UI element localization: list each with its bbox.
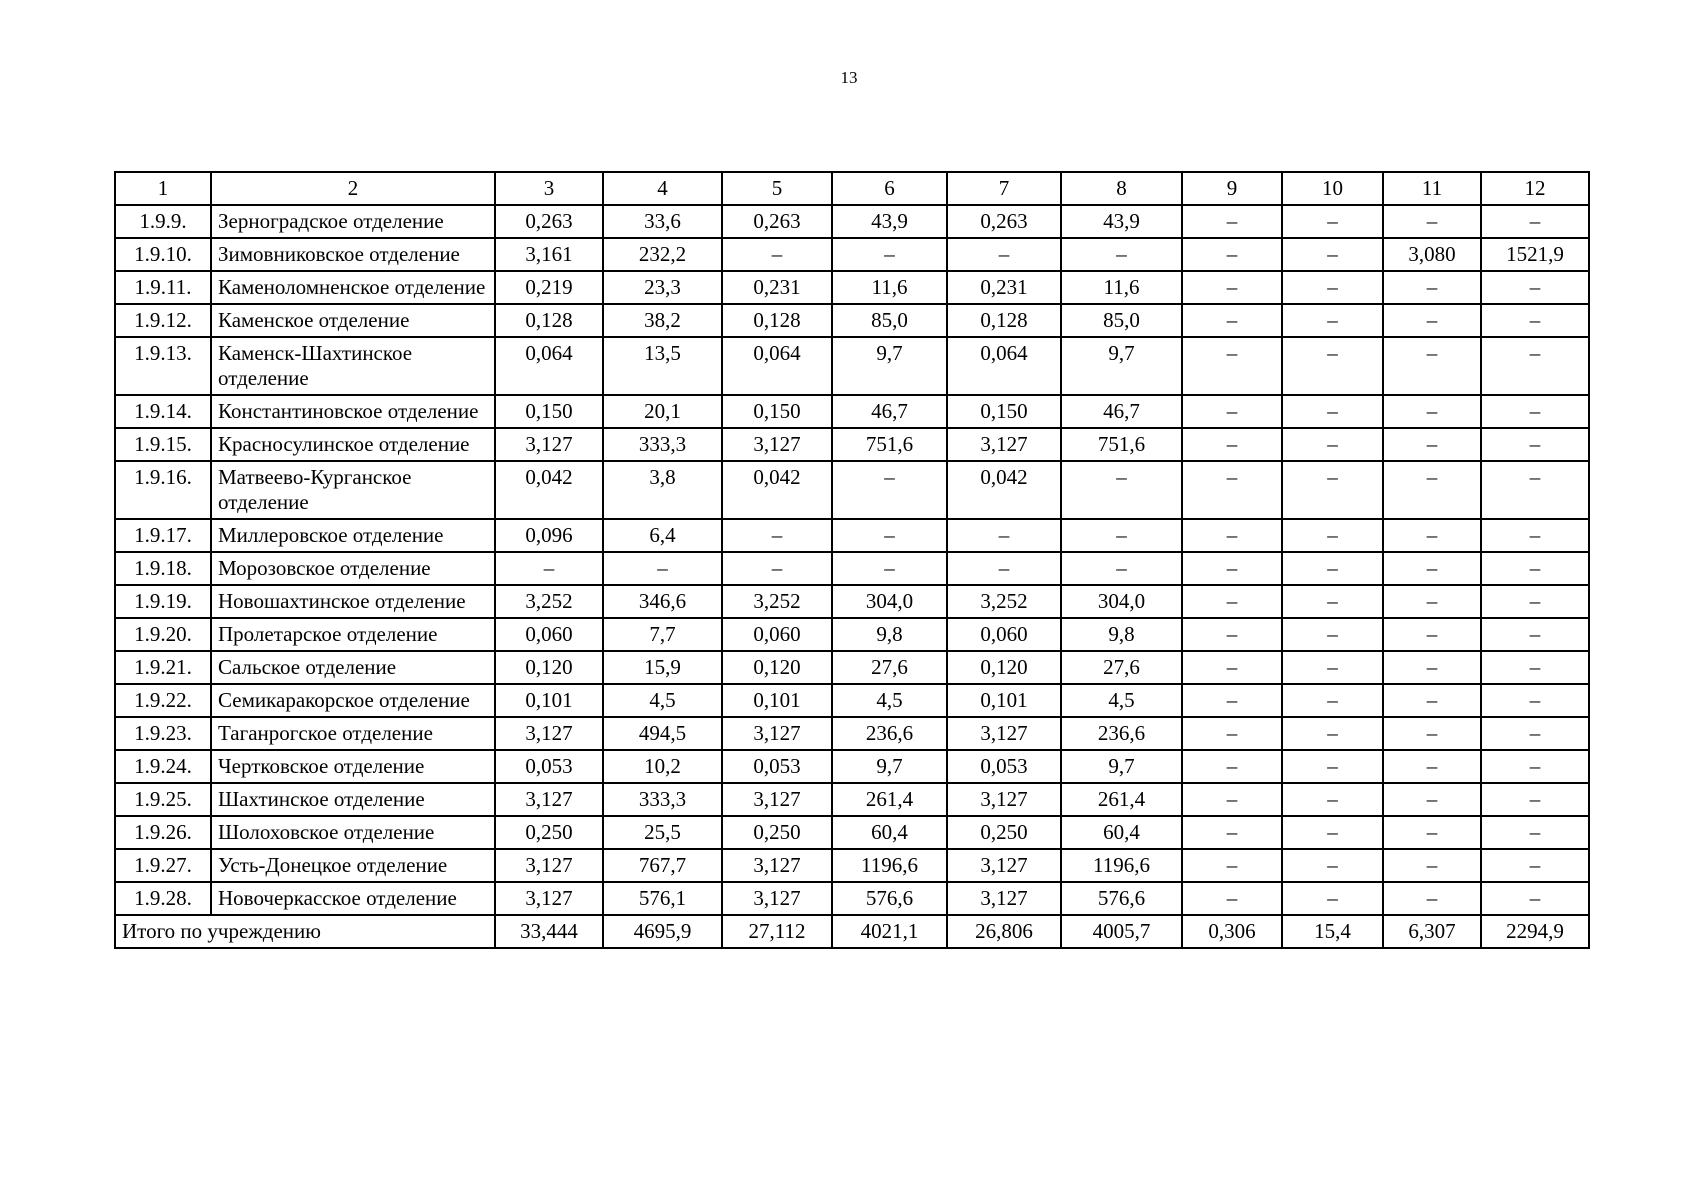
value-cell: 60,4 (832, 816, 947, 849)
total-value-cell: 4695,9 (603, 915, 722, 948)
table-row (115, 882, 1589, 915)
total-value-cell: 26,806 (947, 915, 1061, 948)
value-cell: 3,252 (495, 585, 603, 618)
value-cell: – (1282, 337, 1383, 395)
value-cell: 11,6 (1061, 271, 1182, 304)
value-cell: 3,127 (495, 849, 603, 882)
value-cell: – (1182, 395, 1282, 428)
value-cell: – (1182, 337, 1282, 395)
column-header: 12 (1481, 172, 1589, 205)
value-cell: 6,4 (603, 519, 722, 552)
value-cell: – (1282, 651, 1383, 684)
value-cell: 3,127 (495, 783, 603, 816)
value-cell: – (1282, 271, 1383, 304)
value-cell: 0,128 (495, 304, 603, 337)
value-cell: – (1481, 717, 1589, 750)
row-number-cell: 1.9.12. (115, 304, 211, 337)
value-cell: 0,101 (947, 684, 1061, 717)
department-name-cell: Сальское отделение (211, 651, 495, 684)
column-header: 1 (115, 172, 211, 205)
value-cell: 33,6 (603, 205, 722, 238)
column-header: 8 (1061, 172, 1182, 205)
value-cell: – (495, 552, 603, 585)
value-cell: 0,150 (495, 395, 603, 428)
total-value-cell: 0,306 (1182, 915, 1282, 948)
table-row (115, 205, 1589, 238)
value-cell: 15,9 (603, 651, 722, 684)
value-cell: – (1383, 552, 1481, 585)
value-cell: 0,263 (495, 205, 603, 238)
value-cell: 236,6 (832, 717, 947, 750)
value-cell: 0,120 (947, 651, 1061, 684)
value-cell: 0,250 (947, 816, 1061, 849)
department-name-cell: Пролетарское отделение (211, 618, 495, 651)
value-cell: 46,7 (1061, 395, 1182, 428)
value-cell: – (1481, 461, 1589, 519)
value-cell: – (1481, 395, 1589, 428)
row-number-cell: 1.9.17. (115, 519, 211, 552)
value-cell: – (1481, 651, 1589, 684)
department-name-cell: Семикаракорское отделение (211, 684, 495, 717)
value-cell: 3,127 (722, 882, 832, 915)
table-row (115, 337, 1589, 395)
value-cell: – (1182, 849, 1282, 882)
value-cell: 4,5 (832, 684, 947, 717)
department-name-cell: Матвеево-Курганское отделение (211, 461, 495, 519)
page-number: 13 (840, 68, 858, 87)
row-number-cell: 1.9.20. (115, 618, 211, 651)
value-cell: 3,161 (495, 238, 603, 271)
value-cell: 3,127 (947, 783, 1061, 816)
value-cell: 751,6 (1061, 428, 1182, 461)
data-table (114, 171, 1590, 949)
value-cell: – (1282, 205, 1383, 238)
value-cell: 346,6 (603, 585, 722, 618)
value-cell: – (1383, 849, 1481, 882)
value-cell: – (1182, 205, 1282, 238)
value-cell: 0,053 (722, 750, 832, 783)
value-cell: 60,4 (1061, 816, 1182, 849)
column-header: 4 (603, 172, 722, 205)
value-cell: 576,6 (1061, 882, 1182, 915)
value-cell: – (947, 238, 1061, 271)
value-cell: 43,9 (832, 205, 947, 238)
table-row (115, 271, 1589, 304)
value-cell: 3,080 (1383, 238, 1481, 271)
value-cell: 25,5 (603, 816, 722, 849)
value-cell: – (1481, 428, 1589, 461)
value-cell: 1196,6 (1061, 849, 1182, 882)
row-number-cell: 1.9.25. (115, 783, 211, 816)
total-value-cell: 15,4 (1282, 915, 1383, 948)
value-cell: 0,042 (947, 461, 1061, 519)
value-cell: 10,2 (603, 750, 722, 783)
department-name-cell: Шахтинское отделение (211, 783, 495, 816)
value-cell: – (1481, 882, 1589, 915)
table-row (115, 395, 1589, 428)
value-cell: 85,0 (832, 304, 947, 337)
value-cell: – (1282, 519, 1383, 552)
department-name-cell: Каменск-Шахтинское отделение (211, 337, 495, 395)
department-name-cell: Зимовниковское отделение (211, 238, 495, 271)
value-cell: – (947, 519, 1061, 552)
value-cell: – (1481, 271, 1589, 304)
value-cell: 20,1 (603, 395, 722, 428)
value-cell: – (1282, 783, 1383, 816)
value-cell: 767,7 (603, 849, 722, 882)
value-cell: – (1481, 783, 1589, 816)
value-cell: 3,127 (722, 428, 832, 461)
value-cell: 333,3 (603, 428, 722, 461)
value-cell: – (1481, 552, 1589, 585)
value-cell: 9,8 (832, 618, 947, 651)
value-cell: – (1481, 849, 1589, 882)
table-row (115, 849, 1589, 882)
value-cell: 4,5 (1061, 684, 1182, 717)
department-name-cell: Шолоховское отделение (211, 816, 495, 849)
value-cell: – (1182, 304, 1282, 337)
value-cell: – (1061, 238, 1182, 271)
value-cell: 0,231 (722, 271, 832, 304)
column-header: 6 (832, 172, 947, 205)
column-header: 9 (1182, 172, 1282, 205)
value-cell: 13,5 (603, 337, 722, 395)
value-cell: – (1061, 461, 1182, 519)
row-number-cell: 1.9.28. (115, 882, 211, 915)
value-cell: 0,042 (722, 461, 832, 519)
total-value-cell: 27,112 (722, 915, 832, 948)
value-cell: – (722, 519, 832, 552)
value-cell: 304,0 (1061, 585, 1182, 618)
value-cell: 3,127 (495, 717, 603, 750)
value-cell: 46,7 (832, 395, 947, 428)
table-row (115, 304, 1589, 337)
department-name-cell: Константиновское отделение (211, 395, 495, 428)
value-cell: 3,127 (495, 428, 603, 461)
value-cell: – (1282, 238, 1383, 271)
row-number-cell: 1.9.10. (115, 238, 211, 271)
row-number-cell: 1.9.14. (115, 395, 211, 428)
value-cell: – (1282, 849, 1383, 882)
value-cell: 43,9 (1061, 205, 1182, 238)
value-cell: 9,7 (1061, 337, 1182, 395)
value-cell: – (1182, 519, 1282, 552)
row-number-cell: 1.9.26. (115, 816, 211, 849)
value-cell: – (1383, 618, 1481, 651)
value-cell: 3,127 (947, 882, 1061, 915)
value-cell: 3,127 (947, 428, 1061, 461)
value-cell: – (1282, 461, 1383, 519)
department-name-cell: Новочеркасское отделение (211, 882, 495, 915)
value-cell: 236,6 (1061, 717, 1182, 750)
value-cell: 0,064 (495, 337, 603, 395)
row-number-cell: 1.9.22. (115, 684, 211, 717)
value-cell: – (1182, 428, 1282, 461)
value-cell: 27,6 (832, 651, 947, 684)
row-number-cell: 1.9.19. (115, 585, 211, 618)
value-cell: – (832, 552, 947, 585)
value-cell: – (1282, 684, 1383, 717)
value-cell: – (1383, 684, 1481, 717)
department-name-cell: Усть-Донецкое отделение (211, 849, 495, 882)
table-row (115, 461, 1589, 519)
value-cell: 9,8 (1061, 618, 1182, 651)
department-name-cell: Каменоломненское отделение (211, 271, 495, 304)
value-cell: – (1182, 618, 1282, 651)
row-number-cell: 1.9.24. (115, 750, 211, 783)
value-cell: – (722, 552, 832, 585)
value-cell: – (1383, 783, 1481, 816)
table-row (115, 684, 1589, 717)
value-cell: 0,101 (722, 684, 832, 717)
table-row (115, 428, 1589, 461)
value-cell: – (1383, 428, 1481, 461)
value-cell: 0,064 (947, 337, 1061, 395)
row-number-cell: 1.9.13. (115, 337, 211, 395)
value-cell: – (1182, 238, 1282, 271)
value-cell: 0,120 (722, 651, 832, 684)
value-cell: – (1182, 882, 1282, 915)
value-cell: – (1182, 750, 1282, 783)
value-cell: – (1383, 717, 1481, 750)
value-cell: – (1182, 783, 1282, 816)
value-cell: – (1383, 337, 1481, 395)
value-cell: 333,3 (603, 783, 722, 816)
total-label: Итого по учреждению (115, 915, 495, 948)
value-cell: – (1182, 585, 1282, 618)
value-cell: 27,6 (1061, 651, 1182, 684)
value-cell: – (1182, 461, 1282, 519)
value-cell: 0,042 (495, 461, 603, 519)
department-name-cell: Новошахтинское отделение (211, 585, 495, 618)
value-cell: – (1383, 395, 1481, 428)
value-cell: 261,4 (832, 783, 947, 816)
value-cell: 0,053 (947, 750, 1061, 783)
value-cell: 3,127 (722, 783, 832, 816)
department-name-cell: Морозовское отделение (211, 552, 495, 585)
value-cell: 23,3 (603, 271, 722, 304)
table-row (115, 585, 1589, 618)
value-cell: 576,1 (603, 882, 722, 915)
value-cell: 0,263 (722, 205, 832, 238)
value-cell: – (1282, 750, 1383, 783)
value-cell: – (1481, 304, 1589, 337)
table-row (115, 651, 1589, 684)
table-row (115, 717, 1589, 750)
value-cell: – (1481, 337, 1589, 395)
row-number-cell: 1.9.23. (115, 717, 211, 750)
value-cell: 0,064 (722, 337, 832, 395)
value-cell: 232,2 (603, 238, 722, 271)
table-row (115, 750, 1589, 783)
value-cell: 0,231 (947, 271, 1061, 304)
value-cell: 0,096 (495, 519, 603, 552)
value-cell: – (1481, 684, 1589, 717)
department-name-cell: Миллеровское отделение (211, 519, 495, 552)
value-cell: – (1061, 519, 1182, 552)
value-cell: – (1383, 519, 1481, 552)
value-cell: – (1481, 750, 1589, 783)
value-cell: 0,128 (722, 304, 832, 337)
value-cell: – (1282, 618, 1383, 651)
value-cell: – (1061, 552, 1182, 585)
table-row (115, 618, 1589, 651)
value-cell: – (1282, 428, 1383, 461)
value-cell: – (1182, 552, 1282, 585)
value-cell: 0,263 (947, 205, 1061, 238)
value-cell: 3,127 (947, 717, 1061, 750)
table-header-row (115, 172, 1589, 205)
value-cell: 1521,9 (1481, 238, 1589, 271)
value-cell: – (1182, 271, 1282, 304)
value-cell: – (832, 238, 947, 271)
value-cell: 304,0 (832, 585, 947, 618)
row-number-cell: 1.9.15. (115, 428, 211, 461)
total-value-cell: 2294,9 (1481, 915, 1589, 948)
value-cell: 0,120 (495, 651, 603, 684)
column-header: 7 (947, 172, 1061, 205)
value-cell: 0,053 (495, 750, 603, 783)
value-cell: – (1282, 395, 1383, 428)
value-cell: 11,6 (832, 271, 947, 304)
value-cell: 3,127 (722, 849, 832, 882)
value-cell: – (832, 519, 947, 552)
value-cell: – (1481, 816, 1589, 849)
value-cell: – (1383, 304, 1481, 337)
value-cell: 0,060 (495, 618, 603, 651)
value-cell: 0,060 (947, 618, 1061, 651)
table-row (115, 519, 1589, 552)
value-cell: – (1481, 585, 1589, 618)
column-header: 2 (211, 172, 495, 205)
value-cell: 3,127 (722, 717, 832, 750)
value-cell: 494,5 (603, 717, 722, 750)
department-name-cell: Зерноградское отделение (211, 205, 495, 238)
total-value-cell: 4005,7 (1061, 915, 1182, 948)
row-number-cell: 1.9.21. (115, 651, 211, 684)
value-cell: – (1282, 717, 1383, 750)
value-cell: – (1481, 519, 1589, 552)
value-cell: – (603, 552, 722, 585)
department-name-cell: Каменское отделение (211, 304, 495, 337)
department-name-cell: Таганрогское отделение (211, 717, 495, 750)
value-cell: – (832, 461, 947, 519)
value-cell: – (722, 238, 832, 271)
value-cell: 9,7 (832, 337, 947, 395)
total-value-cell: 4021,1 (832, 915, 947, 948)
value-cell: 3,8 (603, 461, 722, 519)
total-value-cell: 33,444 (495, 915, 603, 948)
table-row (115, 552, 1589, 585)
value-cell: 4,5 (603, 684, 722, 717)
value-cell: – (1282, 552, 1383, 585)
value-cell: – (1383, 205, 1481, 238)
department-name-cell: Красносулинское отделение (211, 428, 495, 461)
row-number-cell: 1.9.16. (115, 461, 211, 519)
value-cell: – (1481, 618, 1589, 651)
department-name-cell: Чертковское отделение (211, 750, 495, 783)
value-cell: 3,127 (947, 849, 1061, 882)
value-cell: 261,4 (1061, 783, 1182, 816)
value-cell: – (1383, 651, 1481, 684)
value-cell: 0,128 (947, 304, 1061, 337)
value-cell: 9,7 (832, 750, 947, 783)
column-header: 5 (722, 172, 832, 205)
value-cell: – (1182, 651, 1282, 684)
value-cell: – (1282, 816, 1383, 849)
value-cell: 85,0 (1061, 304, 1182, 337)
value-cell: 3,127 (495, 882, 603, 915)
value-cell: 1196,6 (832, 849, 947, 882)
value-cell: – (1383, 882, 1481, 915)
value-cell: – (1282, 304, 1383, 337)
value-cell: 0,150 (722, 395, 832, 428)
value-cell: – (1383, 461, 1481, 519)
value-cell: 576,6 (832, 882, 947, 915)
row-number-cell: 1.9.18. (115, 552, 211, 585)
value-cell: 751,6 (832, 428, 947, 461)
value-cell: – (1383, 271, 1481, 304)
value-cell: – (1282, 585, 1383, 618)
value-cell: 3,252 (947, 585, 1061, 618)
row-number-cell: 1.9.27. (115, 849, 211, 882)
value-cell: 3,252 (722, 585, 832, 618)
value-cell: 9,7 (1061, 750, 1182, 783)
value-cell: – (1182, 684, 1282, 717)
row-number-cell: 1.9.9. (115, 205, 211, 238)
value-cell: – (1383, 585, 1481, 618)
table-row (115, 783, 1589, 816)
value-cell: 0,101 (495, 684, 603, 717)
value-cell: 7,7 (603, 618, 722, 651)
column-header: 3 (495, 172, 603, 205)
value-cell: – (1182, 717, 1282, 750)
value-cell: 0,060 (722, 618, 832, 651)
total-row (115, 915, 1589, 948)
value-cell: 38,2 (603, 304, 722, 337)
value-cell: 0,150 (947, 395, 1061, 428)
table-row (115, 816, 1589, 849)
value-cell: – (947, 552, 1061, 585)
value-cell: – (1481, 205, 1589, 238)
value-cell: – (1383, 816, 1481, 849)
column-header: 11 (1383, 172, 1481, 205)
total-value-cell: 6,307 (1383, 915, 1481, 948)
column-header: 10 (1282, 172, 1383, 205)
value-cell: – (1282, 882, 1383, 915)
value-cell: 0,219 (495, 271, 603, 304)
value-cell: – (1383, 750, 1481, 783)
value-cell: – (1182, 816, 1282, 849)
table-row (115, 238, 1589, 271)
value-cell: 0,250 (495, 816, 603, 849)
row-number-cell: 1.9.11. (115, 271, 211, 304)
value-cell: 0,250 (722, 816, 832, 849)
